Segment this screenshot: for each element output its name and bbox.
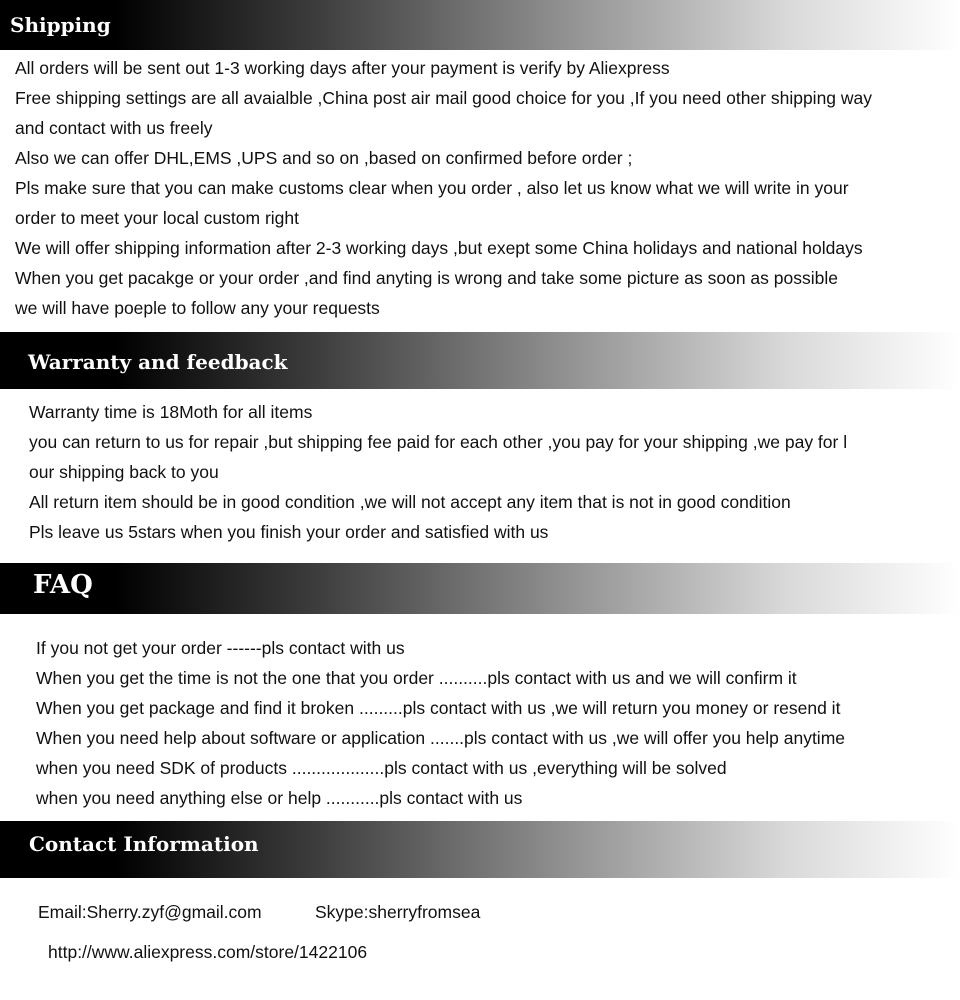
warranty-banner	[0, 332, 960, 389]
contact-heading: Contact Information	[29, 832, 259, 856]
shipping-line: order to meet your local custom right	[15, 208, 300, 228]
warranty-heading: Warranty and feedback	[28, 350, 288, 374]
contact-email: Email:Sherry.zyf@gmail.com	[38, 902, 262, 922]
shipping-line: we will have poeple to follow any your requests	[15, 298, 380, 318]
shipping-line: Also we can offer DHL,EMS ,UPS and so on ,based on confirmed before order ;	[15, 148, 633, 168]
contact-banner	[0, 821, 960, 878]
faq-line: when you need SDK of products ...................pls contact with us ,everything will be solved	[36, 758, 727, 778]
shipping-line: Free shipping settings are all avaialble ,China post air mail good choice for you ,If you need other shipping way	[15, 88, 873, 108]
faq-line: When you get package and find it broken .........pls contact with us ,we will return you money or resend it	[36, 698, 841, 718]
faq-line: If you not get your order ------pls contact with us	[36, 638, 405, 658]
faq-line: When you need help about software or application .......pls contact with us ,we will offer you help anytime	[36, 728, 846, 748]
warranty-line: All return item should be in good condition ,we will not accept any item that is not in good condition	[29, 492, 791, 512]
contact-skype: Skype:sherryfromsea	[315, 902, 481, 922]
shipping-text-block	[0, 53, 872, 323]
warranty-line: Pls leave us 5stars when you finish your order and satisfied with us	[29, 522, 549, 542]
warranty-line: Warranty time is 18Moth for all items	[29, 402, 313, 422]
shipping-line: All orders will be sent out 1-3 working days after your payment is verify by Aliexpress	[15, 58, 670, 78]
faq-line: When you get the time is not the one that you order ..........pls contact with us and we will confirm it	[36, 668, 797, 688]
shipping-line: Pls make sure that you can make customs clear when you order , also let us know what we will write in your	[15, 178, 849, 198]
shipping-line: When you get pacakge or your order ,and find anyting is wrong and take some picture as soon as possible	[15, 268, 838, 288]
warranty-line: our shipping back to you	[29, 462, 219, 482]
shipping-line: and contact with us freely	[15, 118, 213, 138]
faq-heading: FAQ	[33, 570, 93, 600]
warranty-text-block	[0, 397, 847, 547]
shipping-heading: Shipping	[10, 13, 111, 37]
warranty-line: you can return to us for repair ,but shipping fee paid for each other ,you pay for your shipping ,we pay for l	[29, 432, 848, 452]
shipping-line: We will offer shipping information after 2-3 working days ,but exept some China holidays and national holdays	[15, 238, 863, 258]
shipping-banner	[0, 0, 960, 50]
faq-text-block	[0, 633, 845, 813]
store-url: http://www.aliexpress.com/store/1422106	[48, 942, 368, 962]
faq-banner	[0, 563, 960, 614]
faq-line: when you need anything else or help ...........pls contact with us	[36, 788, 523, 808]
